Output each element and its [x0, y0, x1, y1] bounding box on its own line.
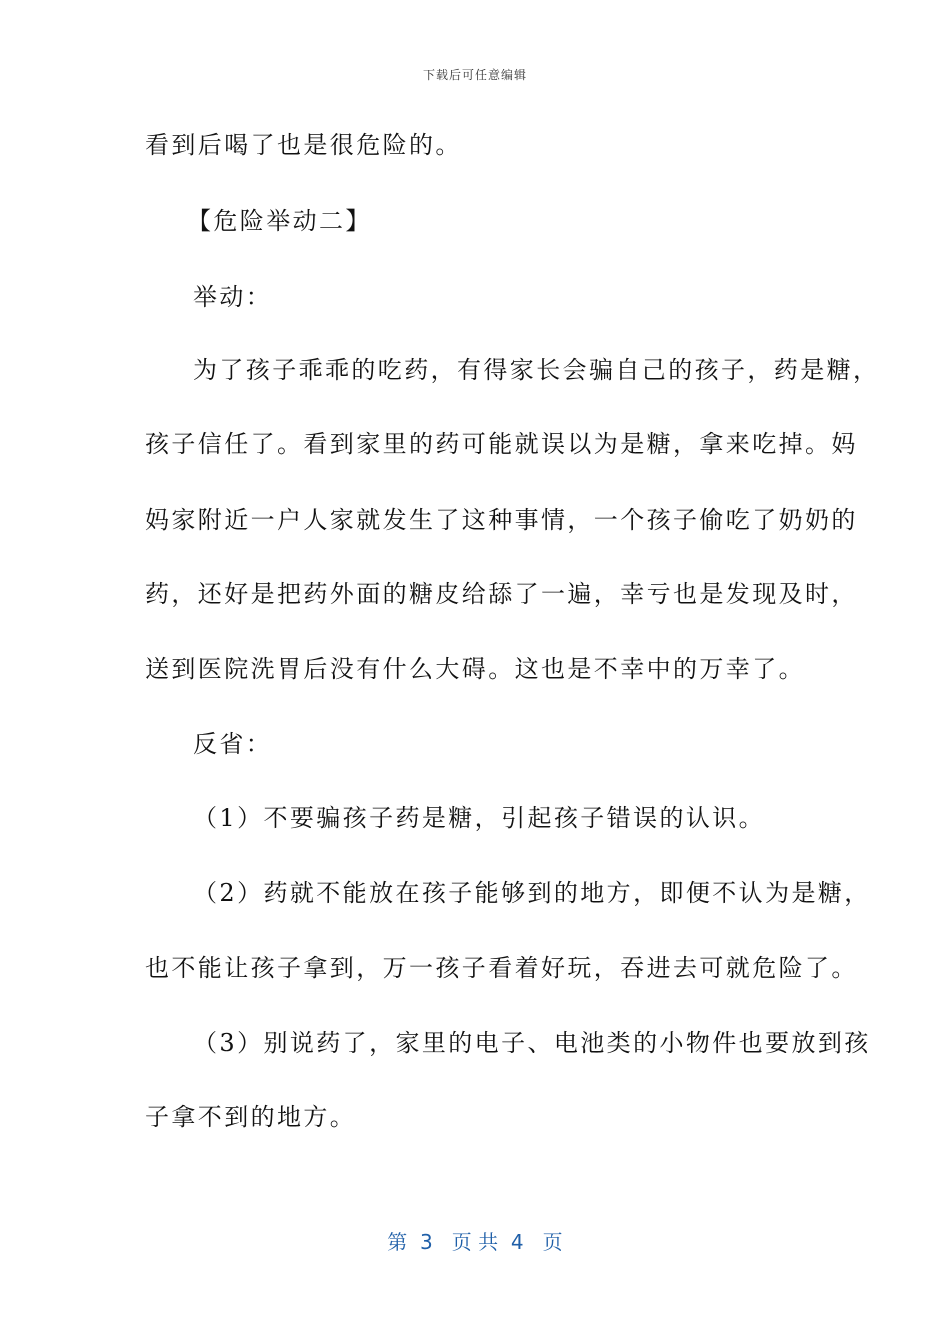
paragraph-line: 为了孩子乖乖的吃药，有得家长会骗自己的孩子，药是糖，: [193, 356, 880, 384]
list-item: （1）不要骗孩子药是糖，引起孩子错误的认识。: [193, 804, 766, 832]
paragraph-line: 子拿不到的地方。: [145, 1103, 357, 1131]
page-number-footer: 第 3 页 共 4 页: [387, 1230, 563, 1254]
paragraph-line: 也不能让孩子拿到，万一孩子看着好玩，吞进去可就危险了。: [145, 954, 858, 982]
paragraph-line: 送到医院洗胃后没有什么大碍。这也是不幸中的万幸了。: [145, 655, 805, 683]
section-heading: 【危险举动二】: [187, 207, 372, 235]
paragraph-line: 妈家附近一户人家就发生了这种事情，一个孩子偷吃了奶奶的: [145, 506, 858, 534]
subheading-reflection: 反省：: [193, 730, 273, 758]
paragraph-line: 孩子信任了。看到家里的药可能就误以为是糖，拿来吃掉。妈: [145, 430, 858, 458]
page-header: 下载后可任意编辑: [422, 68, 527, 82]
list-item: （2）药就不能放在孩子能够到的地方，即便不认为是糖，: [193, 879, 871, 907]
subheading-action: 举动：: [193, 283, 273, 311]
list-item: （3）别说药了，家里的电子、电池类的小物件也要放到孩: [193, 1029, 871, 1057]
paragraph-line: 看到后喝了也是很危险的。: [145, 131, 462, 159]
paragraph-line: 药，还好是把药外面的糖皮给舔了一遍，幸亏也是发现及时，: [145, 580, 858, 608]
